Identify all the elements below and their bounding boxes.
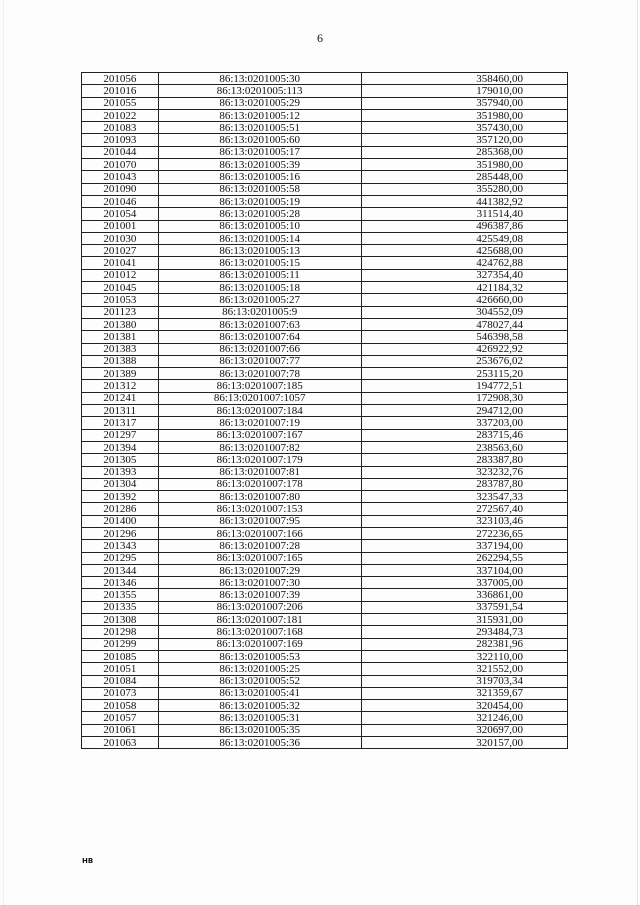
record-number-cell: 201400 — [82, 515, 159, 527]
record-number-cell: 201388 — [82, 355, 159, 367]
record-number-cell: 201044 — [82, 146, 159, 158]
cadastral-number-cell: 86:13:0201005:52 — [158, 675, 361, 687]
cadastral-value-cell: 337104,00 — [361, 564, 567, 576]
table-row — [82, 97, 568, 109]
record-number-cell: 201393 — [82, 466, 159, 478]
cadastral-value-cell: 321552,00 — [361, 663, 567, 675]
cadastral-value-cell: 320697,00 — [361, 724, 567, 736]
table-row — [82, 159, 568, 171]
table-row — [82, 515, 568, 527]
table-row — [82, 454, 568, 466]
cadastral-number-cell: 86:13:0201007:206 — [158, 601, 361, 613]
record-number-cell: 201030 — [82, 232, 159, 244]
table-row — [82, 245, 568, 257]
table-row — [82, 552, 568, 564]
cadastral-value-cell: 285448,00 — [361, 171, 567, 183]
cadastral-number-cell: 86:13:0201007:77 — [158, 355, 361, 367]
table-row — [82, 392, 568, 404]
table-row — [82, 134, 568, 146]
cadastral-value-cell: 357120,00 — [361, 134, 567, 146]
record-number-cell: 201051 — [82, 663, 159, 675]
cadastral-number-cell: 86:13:0201005:39 — [158, 159, 361, 171]
table-row — [82, 614, 568, 626]
record-number-cell: 201381 — [82, 331, 159, 343]
cadastral-value-cell: 238563,60 — [361, 441, 567, 453]
cadastral-number-cell: 86:13:0201005:13 — [158, 245, 361, 257]
record-number-cell: 201001 — [82, 220, 159, 232]
page-number: 6 — [317, 31, 323, 45]
record-number-cell: 201296 — [82, 527, 159, 539]
record-number-cell: 201380 — [82, 318, 159, 330]
cadastral-number-cell: 86:13:0201005:10 — [158, 220, 361, 232]
cadastral-value-cell: 293484,73 — [361, 626, 567, 638]
table-row — [82, 429, 568, 441]
cadastral-value-cell: 283715,46 — [361, 429, 567, 441]
record-number-cell: 201085 — [82, 650, 159, 662]
table-row — [82, 638, 568, 650]
record-number-cell: 201355 — [82, 589, 159, 601]
record-number-cell: 201311 — [82, 405, 159, 417]
record-number-cell: 201043 — [82, 171, 159, 183]
table-row — [82, 564, 568, 576]
record-number-cell: 201022 — [82, 109, 159, 121]
table-row — [82, 405, 568, 417]
cadastral-value-cell: 424762,88 — [361, 257, 567, 269]
record-number-cell: 201295 — [82, 552, 159, 564]
table-row — [82, 577, 568, 589]
record-number-cell: 201053 — [82, 294, 159, 306]
table-row — [82, 146, 568, 158]
record-number-cell: 201344 — [82, 564, 159, 576]
record-number-cell: 201046 — [82, 195, 159, 207]
record-number-cell: 201394 — [82, 441, 159, 453]
cadastral-number-cell: 86:13:0201005:15 — [158, 257, 361, 269]
table-row — [82, 183, 568, 195]
table-row — [82, 208, 568, 220]
record-number-cell: 201123 — [82, 306, 159, 318]
record-number-cell: 201241 — [82, 392, 159, 404]
table-row — [82, 687, 568, 699]
cadastral-value-cell: 425549,08 — [361, 232, 567, 244]
table-row — [82, 626, 568, 638]
record-number-cell: 201299 — [82, 638, 159, 650]
cadastral-number-cell: 86:13:0201005:41 — [158, 687, 361, 699]
table-row — [82, 737, 568, 749]
record-number-cell: 201392 — [82, 491, 159, 503]
cadastral-value-cell: 323547,33 — [361, 491, 567, 503]
cadastral-number-cell: 86:13:0201005:30 — [158, 73, 361, 85]
table-row — [82, 700, 568, 712]
cadastral-value-cell: 355280,00 — [361, 183, 567, 195]
cadastral-value-cell: 272567,40 — [361, 503, 567, 515]
table-row — [82, 368, 568, 380]
table-row — [82, 220, 568, 232]
record-number-cell: 201057 — [82, 712, 159, 724]
cadastral-number-cell: 86:13:0201007:166 — [158, 527, 361, 539]
cadastral-value-cell: 283787,80 — [361, 478, 567, 490]
cadastral-number-cell: 86:13:0201007:178 — [158, 478, 361, 490]
record-number-cell: 201312 — [82, 380, 159, 392]
cadastral-number-cell: 86:13:0201005:60 — [158, 134, 361, 146]
cadastral-number-cell: 86:13:0201005:19 — [158, 195, 361, 207]
record-number-cell: 201335 — [82, 601, 159, 613]
cadastral-value-cell: 320157,00 — [361, 737, 567, 749]
cadastral-value-cell: 262294,55 — [361, 552, 567, 564]
cadastral-value-cell: 357940,00 — [361, 97, 567, 109]
table-row — [82, 122, 568, 134]
cadastral-value-cell: 327354,40 — [361, 269, 567, 281]
cadastral-number-cell: 86:13:0201007:95 — [158, 515, 361, 527]
record-number-cell: 201012 — [82, 269, 159, 281]
cadastral-value-cell: 337591,54 — [361, 601, 567, 613]
cadastral-number-cell: 86:13:0201007:64 — [158, 331, 361, 343]
record-number-cell: 201061 — [82, 724, 159, 736]
table-row — [82, 73, 568, 85]
cadastral-value-cell: 337203,00 — [361, 417, 567, 429]
record-number-cell: 201343 — [82, 540, 159, 552]
table-row — [82, 195, 568, 207]
table-row — [82, 380, 568, 392]
table-row — [82, 257, 568, 269]
cadastral-number-cell: 86:13:0201005:113 — [158, 85, 361, 97]
cadastral-value-cell: 357430,00 — [361, 122, 567, 134]
cadastral-value-cell: 315931,00 — [361, 614, 567, 626]
cadastral-number-cell: 86:13:0201005:53 — [158, 650, 361, 662]
cadastral-number-cell: 86:13:0201007:19 — [158, 417, 361, 429]
footer-mark: НВ — [82, 857, 94, 865]
record-number-cell: 201286 — [82, 503, 159, 515]
cadastral-value-cell: 253115,20 — [361, 368, 567, 380]
cadastral-number-cell: 86:13:0201007:179 — [158, 454, 361, 466]
cadastral-number-cell: 86:13:0201005:14 — [158, 232, 361, 244]
cadastral-number-cell: 86:13:0201005:32 — [158, 700, 361, 712]
table-row — [82, 282, 568, 294]
record-number-cell: 201063 — [82, 737, 159, 749]
cadastral-value-cell: 285368,00 — [361, 146, 567, 158]
cadastral-value-cell: 323232,76 — [361, 466, 567, 478]
cadastral-number-cell: 86:13:0201007:168 — [158, 626, 361, 638]
cadastral-value-cell: 253676,02 — [361, 355, 567, 367]
cadastral-number-cell: 86:13:0201007:29 — [158, 564, 361, 576]
cadastral-number-cell: 86:13:0201007:167 — [158, 429, 361, 441]
table-row — [82, 527, 568, 539]
table-row — [82, 601, 568, 613]
cadastral-number-cell: 86:13:0201005:27 — [158, 294, 361, 306]
cadastral-value-cell: 294712,00 — [361, 405, 567, 417]
table-row — [82, 650, 568, 662]
cadastral-value-cell: 320454,00 — [361, 700, 567, 712]
cadastral-number-cell: 86:13:0201005:9 — [158, 306, 361, 318]
cadastral-number-cell: 86:13:0201007:80 — [158, 491, 361, 503]
record-number-cell: 201298 — [82, 626, 159, 638]
cadastral-value-cell: 478027,44 — [361, 318, 567, 330]
record-number-cell: 201016 — [82, 85, 159, 97]
table-row — [82, 343, 568, 355]
cadastral-value-cell: 194772,51 — [361, 380, 567, 392]
cadastral-value-cell: 351980,00 — [361, 109, 567, 121]
table-row — [82, 478, 568, 490]
table-row — [82, 306, 568, 318]
record-number-cell: 201058 — [82, 700, 159, 712]
cadastral-number-cell: 86:13:0201005:17 — [158, 146, 361, 158]
table-row — [82, 417, 568, 429]
cadastral-number-cell: 86:13:0201007:82 — [158, 441, 361, 453]
table-row — [82, 232, 568, 244]
cadastral-value-cell: 283387,80 — [361, 454, 567, 466]
record-number-cell: 201383 — [82, 343, 159, 355]
table-row — [82, 675, 568, 687]
cadastral-number-cell: 86:13:0201005:25 — [158, 663, 361, 675]
cadastral-value-cell: 441382,92 — [361, 195, 567, 207]
record-number-cell: 201304 — [82, 478, 159, 490]
table-row — [82, 355, 568, 367]
cadastral-number-cell: 86:13:0201005:11 — [158, 269, 361, 281]
record-number-cell: 201027 — [82, 245, 159, 257]
table-row — [82, 466, 568, 478]
cadastral-number-cell: 86:13:0201005:35 — [158, 724, 361, 736]
table-row — [82, 109, 568, 121]
cadastral-number-cell: 86:13:0201005:36 — [158, 737, 361, 749]
record-number-cell: 201297 — [82, 429, 159, 441]
record-number-cell: 201090 — [82, 183, 159, 195]
cadastral-number-cell: 86:13:0201005:51 — [158, 122, 361, 134]
cadastral-value-cell: 323103,46 — [361, 515, 567, 527]
record-number-cell: 201084 — [82, 675, 159, 687]
cadastral-value-cell: 311514,40 — [361, 208, 567, 220]
cadastral-number-cell: 86:13:0201005:58 — [158, 183, 361, 195]
cadastral-number-cell: 86:13:0201005:31 — [158, 712, 361, 724]
table-row — [82, 85, 568, 97]
table-row — [82, 269, 568, 281]
cadastral-number-cell: 86:13:0201007:165 — [158, 552, 361, 564]
record-number-cell: 201054 — [82, 208, 159, 220]
record-number-cell: 201346 — [82, 577, 159, 589]
cadastral-number-cell: 86:13:0201007:184 — [158, 405, 361, 417]
cadastral-number-cell: 86:13:0201007:28 — [158, 540, 361, 552]
cadastral-value-cell: 304552,09 — [361, 306, 567, 318]
cadastral-value-cell: 322110,00 — [361, 650, 567, 662]
cadastral-value-cell: 426660,00 — [361, 294, 567, 306]
table-row — [82, 724, 568, 736]
cadastral-value-cell: 496387,86 — [361, 220, 567, 232]
cadastral-number-cell: 86:13:0201007:181 — [158, 614, 361, 626]
table-row — [82, 171, 568, 183]
cadastral-value-cell: 336861,00 — [361, 589, 567, 601]
table-row — [82, 441, 568, 453]
cadastral-value-cell: 426922,92 — [361, 343, 567, 355]
cadastral-number-cell: 86:13:0201007:169 — [158, 638, 361, 650]
cadastral-number-cell: 86:13:0201005:18 — [158, 282, 361, 294]
cadastral-value-cell: 272236,65 — [361, 527, 567, 539]
cadastral-value-cell: 358460,00 — [361, 73, 567, 85]
registry-table-body — [82, 73, 568, 749]
table-row — [82, 318, 568, 330]
record-number-cell: 201389 — [82, 368, 159, 380]
table-row — [82, 503, 568, 515]
cadastral-number-cell: 86:13:0201005:16 — [158, 171, 361, 183]
cadastral-number-cell: 86:13:0201007:78 — [158, 368, 361, 380]
record-number-cell: 201056 — [82, 73, 159, 85]
cadastral-value-cell: 421184,32 — [361, 282, 567, 294]
cadastral-value-cell: 321246,00 — [361, 712, 567, 724]
table-row — [82, 294, 568, 306]
record-number-cell: 201070 — [82, 159, 159, 171]
cadastral-value-cell: 337005,00 — [361, 577, 567, 589]
cadastral-number-cell: 86:13:0201005:29 — [158, 97, 361, 109]
record-number-cell: 201093 — [82, 134, 159, 146]
record-number-cell: 201073 — [82, 687, 159, 699]
cadastral-value-cell: 319703,34 — [361, 675, 567, 687]
cadastral-number-cell: 86:13:0201007:39 — [158, 589, 361, 601]
cadastral-value-cell: 321359,67 — [361, 687, 567, 699]
cadastral-value-cell: 172908,30 — [361, 392, 567, 404]
scan-edge-right — [636, 0, 638, 905]
cadastral-value-cell: 546398,58 — [361, 331, 567, 343]
cadastral-value-cell: 351980,00 — [361, 159, 567, 171]
table-row — [82, 491, 568, 503]
cadastral-number-cell: 86:13:0201007:63 — [158, 318, 361, 330]
cadastral-number-cell: 86:13:0201007:66 — [158, 343, 361, 355]
cadastral-number-cell: 86:13:0201005:12 — [158, 109, 361, 121]
table-row — [82, 589, 568, 601]
cadastral-number-cell: 86:13:0201007:81 — [158, 466, 361, 478]
record-number-cell: 201041 — [82, 257, 159, 269]
record-number-cell: 201083 — [82, 122, 159, 134]
record-number-cell: 201308 — [82, 614, 159, 626]
registry-table — [81, 72, 568, 749]
cadastral-value-cell: 282381,96 — [361, 638, 567, 650]
table-row — [82, 663, 568, 675]
scan-edge-left — [3, 0, 5, 905]
cadastral-number-cell: 86:13:0201007:30 — [158, 577, 361, 589]
cadastral-number-cell: 86:13:0201007:1057 — [158, 392, 361, 404]
cadastral-number-cell: 86:13:0201007:153 — [158, 503, 361, 515]
cadastral-value-cell: 425688,00 — [361, 245, 567, 257]
cadastral-number-cell: 86:13:0201005:28 — [158, 208, 361, 220]
record-number-cell: 201045 — [82, 282, 159, 294]
record-number-cell: 201317 — [82, 417, 159, 429]
cadastral-number-cell: 86:13:0201007:185 — [158, 380, 361, 392]
cadastral-value-cell: 337194,00 — [361, 540, 567, 552]
record-number-cell: 201305 — [82, 454, 159, 466]
table-row — [82, 712, 568, 724]
record-number-cell: 201055 — [82, 97, 159, 109]
cadastral-value-cell: 179010,00 — [361, 85, 567, 97]
table-row — [82, 540, 568, 552]
table-row — [82, 331, 568, 343]
